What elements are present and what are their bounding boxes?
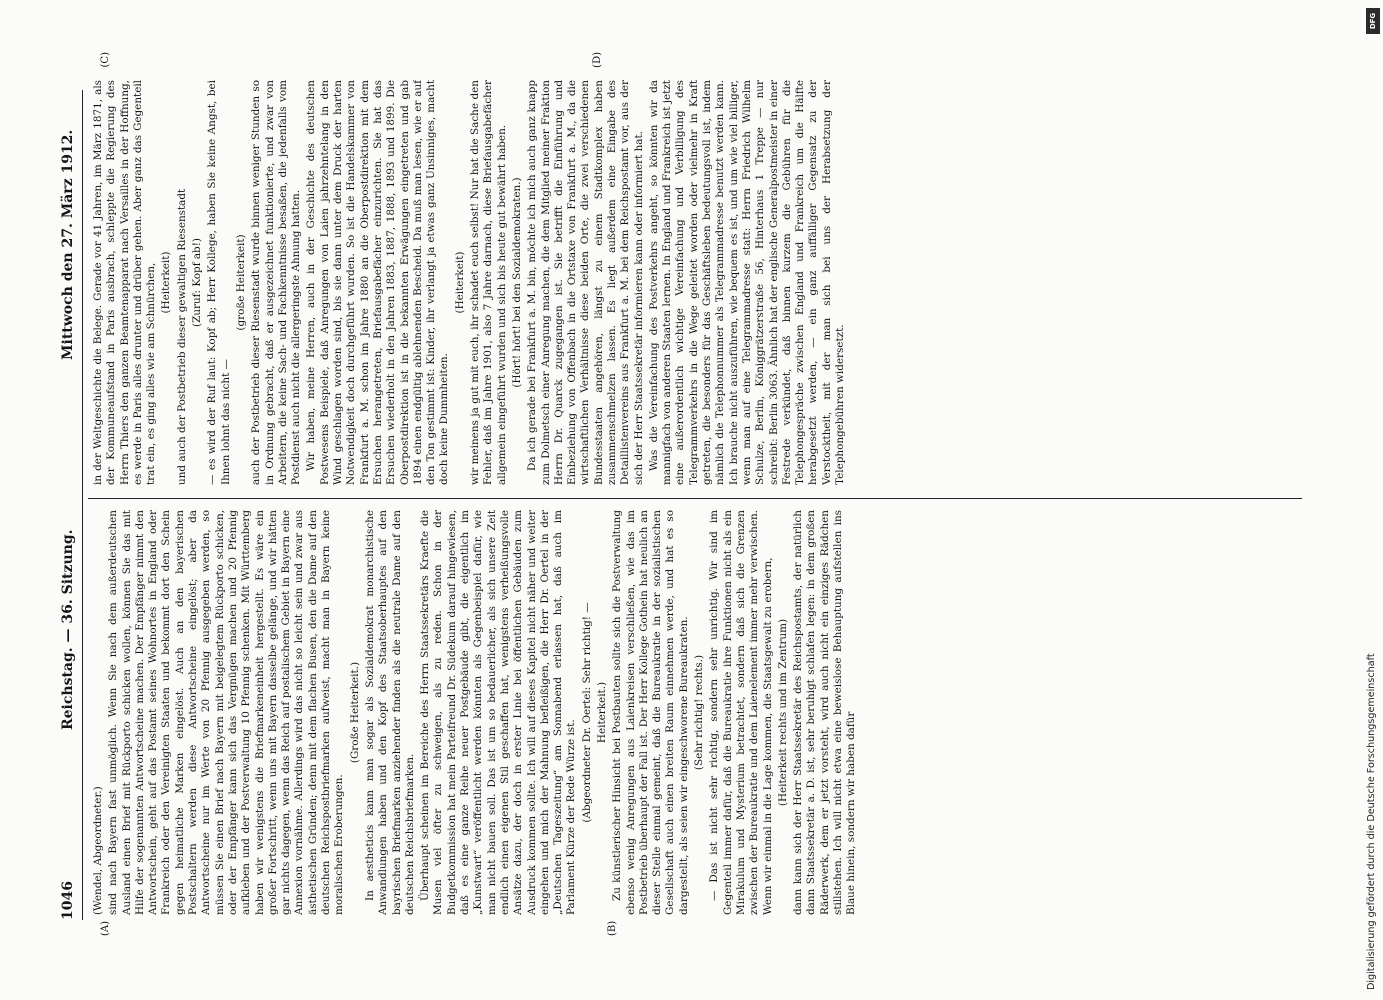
- left-column-paragraph: (Heiterkeit rechts und im Zentrum): [776, 618, 789, 807]
- right-column-paragraph: (Zuruf: Kopf ab!): [190, 238, 203, 327]
- session-date: Mittwoch den 27. März 1912.: [59, 129, 76, 360]
- right-column-paragraph: auch der Postbetrieb dieser Riesenstadt wurde binnen weniger Stunden so in Ordnung gebracht, daß er ausgezeichnet funktionierte, und zwar von Arbeitern, die keine Sach- und Fachkenntnisse besaßen, die jedenfalls vom Postdienst auch nicht die allergeringste Ahnung hatten.: [249, 80, 302, 485]
- column-divider: [88, 498, 1302, 499]
- left-column: [92, 510, 1322, 915]
- left-column-paragraph: In aestheticis kann man sogar als Sozialdemokrat monarchistische Anwandlungen haben und den Kopf des Staatsoberhauptes auf den bayrischen Briefmarken anziehender finden als die neutrale Dame auf den deutschen Reichsbriefmarken.: [363, 510, 416, 915]
- right-column-paragraph: (große Heiterkeit): [234, 234, 247, 331]
- left-column-paragraph: sind nach Bayern fast unmöglich. Wenn Sie nach dem außerdeutschen Ausland einen Brief mit Rückporto schicken wollen, können Sie das mit Hilfe der sogenannten Antwortscheine machen. Der Empfänger nimmt den Antwortschein, geht auf das Postamt seines Wohnortes in England oder Frankreich oder den Vereinigten Staaten und bekommt dort den Schein gegen heimatliche Marken eingelöst. Auch an den bayerischen Postschaltern werden diese Antwortscheine eingelöst; aber da Antwortscheine nur im Werte von 20 Pfennig ausgegeben werden, so müssen Sie einen Brief nach Bayern mit beigelegtem Rückporto schicken, oder der Empfänger kann sich das Vergnügen machen und 20 Pfennig aufkleben und der Postverwaltung 10 Pfennig schenken. Mit Württemberg haben wir wenigstens die Briefmarkeneinheit hergestellt. Es wäre ein großer Fortschritt, wenn uns mit Bayern dasselbe gelänge, und wir hätten gar nichts dagegen, wenn das Reich auf postalischem Gebiet in Bayern eine Annexion vornähme. Allerdings wird das nicht so leicht sein und zwar aus ästhetischen Gründen; denn mit dem flachen Busen, den die Dame auf den deutschen Reichspostbriefmarken aufweist, macht man in Bayern keine moralischen Eroberungen.: [106, 510, 345, 915]
- right-column: [92, 80, 1322, 485]
- left-column-paragraph: (Große Heiterkeit.): [348, 661, 361, 764]
- dfg-logo-text: DFG: [1369, 12, 1377, 30]
- right-column-paragraph: (Hört! hört! bei den Sozialdemokraten.): [510, 177, 523, 388]
- page-number: 1046: [59, 881, 76, 920]
- right-column-paragraph: — es wird der Ruf laut: Kopf ab; Herr Kollege, haben Sie keine Angst, bei Ihnen lohnt das nicht —: [205, 80, 232, 485]
- page-header: [56, 90, 83, 920]
- digitization-credit: Digitalisierung gefördert durch die Deutsche Forschungsgemeinschaft: [1366, 653, 1377, 990]
- right-column-paragraph: Was die Vereinfachung des Postverkehrs angeht, so könnten wir da mannigfach von anderen Staaten lernen. In England und Frankreich ist jetzt eine außerordentlich wichtige Vereinfachung und Verbilligung des Telegrammverkehrs in die Wege geleitet worden oder vielmehr in Kraft getreten, die besonders für das Geschäftsleben bedeutungsvoll ist, indem nämlich die Telephonnummer als Telegrammadresse benutzt werden kann. Ich brauche nicht auszuführen, wie bequem es ist, und um wie viel billiger, wenn man auf eine Telegrammadresse statt: Herrn Friedrich Wilhelm Schulze, Berlin, Königgrätzerstraße 56, Hinterhaus 1 Treppe — nur schreibt: Berlin 3063. Ähnlich hat der englische Generalpostmeister in einer Festrede verkündet, daß binnen kurzem die Gebühren für die Telephongespräche zwischen England und Frankreich um die Hälfte herabgesetzt werden, — ein ganz auffälliger Gegensatz zu der Verstocktheit, mit der man sich bei uns der Herabsetzung der Telephongebühren widersetzt.: [647, 80, 846, 485]
- dfg-logo: [1366, 8, 1380, 34]
- margin-letter-b: (B): [606, 920, 618, 936]
- left-column-paragraph: — Das ist nicht sehr richtig, sondern sehr unrichtig. Wir sind im Gegenteil immer dafür, daß die Bureaukratie ihre Funktionen nicht als ein Mirakulum und Mysterium betrachtet, sondern daß sich die Grenzen zwischen der Bureaukratie und dem Laienelement immer mehr verwischen. Wenn wir einmal in die Lage kommen, die Staatsgewalt zu erobern,: [707, 510, 774, 915]
- running-title: Reichstag. — 36. Sitzung.: [59, 529, 76, 730]
- right-column-paragraph: Wir haben, meine Herren, auch in der Geschichte des deutschen Postwesens Beispiele, daß Anregungen von Laien jahrzehntelang in den Wind geschlagen worden sind, bis sie dann unter dem Druck der harten Notwendigkeit doch durchgeführt wurden. So ist die Handelskammer von Frankfurt a. M. schon im Jahre 1880 an die Oberpostdirektion mit dem Ersuchen herangetreten, Briefausgabefächer einzurichten. Sie hat das Ersuchen wiederholt in den Jahren 1883, 1887, 1888, 1893 und 1899. Die Oberpostdirektion ist in die bekannten Erwägungen eingetreten und gab 1894 einen endgültig ablehnenden Bescheid. Da muß man lesen, wie er auf den Ton gestimmt ist: Kinder, ihr verlangt ja etwas ganz Unsinniges, macht doch keine Dummheiten.: [304, 80, 450, 485]
- left-column-paragraph: (Sehr richtig! rechts.): [692, 654, 705, 771]
- left-column-paragraph: (Wendel, Abgeordneter.): [91, 786, 104, 915]
- margin-letter-d: (D): [591, 52, 603, 68]
- right-column-paragraph: und auch der Postbetrieb dieser gewaltigen Riesenstadt: [175, 188, 188, 485]
- left-column-paragraph: Überhaupt scheinen im Bereiche des Herrn Staatssekretärs Kraefte die Musen viel öfter zu schweigen, als zu reden. Schon in der Budgetkommission hat mein Parteifreund Dr. Südekum darauf hingewiesen, daß es eine ganze Reihe neuer Postgebäude gibt, die eigentlich im „Kunstwart“ veröffentlicht werden könnten als Gegenbeispiel dafür, wie man nicht bauen soll. Das ist um so bedauerlicher, als sich unsere Zeit endlich einen eigenen Stil geschaffen hat, wenigstens verheißungsvolle Ansätze dazu, der doch in erster Linie bei öffentlichen Gebäuden zum Ausdruck kommen sollte. Ich will auf dieses Kapitel nicht näher und weiter eingehen und mich der Mahnung befleißigen, die Herr Dr. Oertel in der „Deutschen Tageszeitung“ am Sonnabend erlassen hat, daß auch im Parlament Kürze der Rede Würze ist.: [418, 510, 577, 915]
- left-column-paragraph: Heiterkeit.): [595, 681, 608, 744]
- left-column-paragraph: dann kann sich der Herr Staatssekretär des Reichspostamts, der natürlich dann Staatssekretär a. D. ist, sehr beruhigt schlafen legen: in dem großen Räderwerk, dem er jetzt vorsteht, wird auch nicht ein einziges Rädchen stillstehen. Ich will nicht etwa eine beweislose Behauptung aufstellen ins Blaue hinein, sondern wir haben dafür: [791, 510, 857, 915]
- right-column-paragraph: in der Weltgeschichte die Belege. Gerade vor 41 Jahren, im März 1871, als der Kommuneaufstand in Paris ausbrach, schleppte die Regierung des Herrn Thiers den ganzen Beamtenapparat nach Versailles in der Hoffnung, es werde in Paris alles drunter und drüber gehen. Aber ganz das Gegenteil trat ein, es ging alles wie am Schnürchen,: [91, 80, 157, 485]
- margin-letter-c: (C): [99, 52, 111, 68]
- margin-letter-a: (A): [99, 920, 111, 936]
- right-column-paragraph: Da ich gerade bei Frankfurt a. M. bin, möchte ich mich auch ganz knapp zum Dolmetsch einer Anregung machen, die dem Mitglied meiner Fraktion Herrn Dr. Quarck zugegangen ist. Sie betrifft die Einführung und Einbeziehung von Offenbach in die Ortstaxe von Frankfurt a. M., da die wirtschaftlichen Verhältnisse diese beiden Orte, die zwei verschiedenen Bundesstaaten angehören, längst zu einem Stadtkomplex haben zusammenschmelzen lassen. Es liegt außerdem eine Eingabe des Detaillistenvereins aus Frankfurt a. M. bei dem Reichspostamt vor, aus der sich der Herr Staatssekretär informieren kann oder informiert hat.: [525, 80, 645, 485]
- right-column-paragraph: (Heiterkeit): [453, 251, 466, 314]
- right-column-paragraph: (Heiterkeit): [159, 251, 172, 314]
- document-page: [42, 30, 1342, 970]
- left-column-paragraph: Zu künstlerischer Hinsicht bei Postbauten sollte sich die Postverwaltung ebenso wenig Anregungen aus Laienkreisen verschließen, wie das im Postbetrieb überhaupt der Fall ist. Der Herr Kollege Gothein hat neulich an dieser Stelle einmal gemeint, daß die Bureaukratie in der sozialistischen Gesellschaft auch einen breiten Raum einnehmen werde, und hat es so dargestellt, als seien wir eingeschworene Bureaukraten.: [610, 510, 690, 915]
- right-column-paragraph: wir meinens ja gut mit euch, ihr schadet euch selbst! Nur hat die Sache den Fehler, daß im Jahre 1901, also 7 Jahre darnach, diese Briefausgabefächer allgemein eingeführt wurden und sich bis heute gut bewährt haben.: [468, 80, 508, 485]
- left-column-paragraph: (Abgeordneter Dr. Oertel: Sehr richtig! —: [580, 602, 593, 823]
